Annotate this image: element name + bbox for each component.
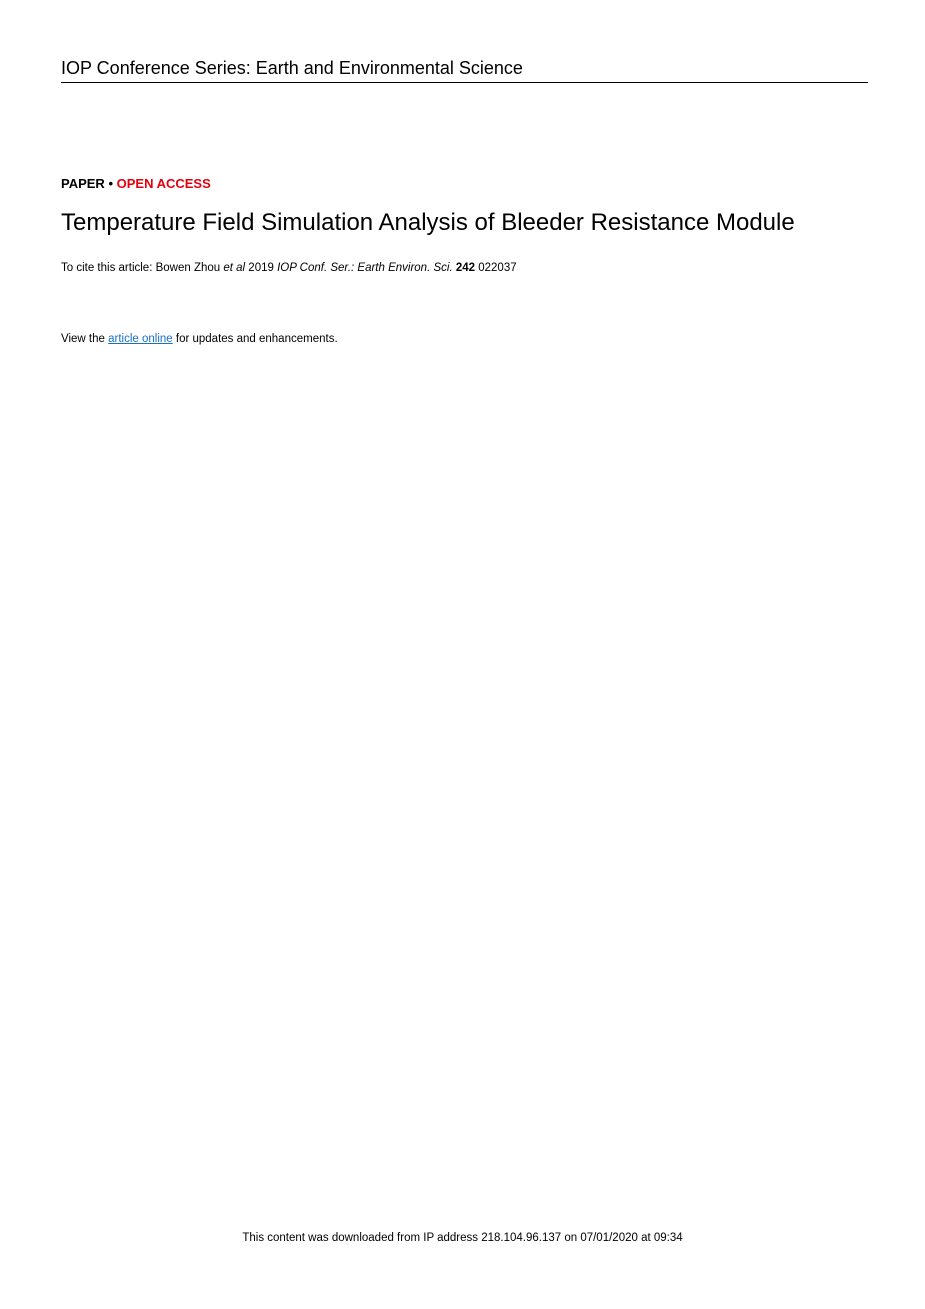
journal-header [61,56,868,83]
open-access-label: OPEN ACCESS [116,176,211,191]
paper-type-label: PAPER [61,176,105,191]
citation-article-number: 022037 [475,262,517,274]
article-title: Temperature Field Simulation Analysis of Bleeder Resistance Module [61,209,795,236]
journal-title: IOP Conference Series: Earth and Environmental Science [61,58,523,78]
citation-volume: 242 [455,262,476,274]
view-online-line [61,332,338,346]
citation-etal: et al [223,262,246,274]
citation-year: 2019 [245,262,278,274]
tag-separator: • [104,176,117,191]
download-footer: This content was downloaded from IP address 218.104.96.137 on 07/01/2020 at 09:34 [242,1232,683,1244]
view-online-suffix: for updates and enhancements. [172,333,338,345]
citation-prefix: To cite this article: Bowen Zhou [61,262,224,274]
paper-access-tag [61,176,211,191]
view-online-prefix: View the [61,333,109,345]
article-online-link[interactable]: article online [108,333,173,345]
citation-journal: IOP Conf. Ser.: Earth Environ. Sci. [277,262,453,274]
citation-line [61,261,517,275]
